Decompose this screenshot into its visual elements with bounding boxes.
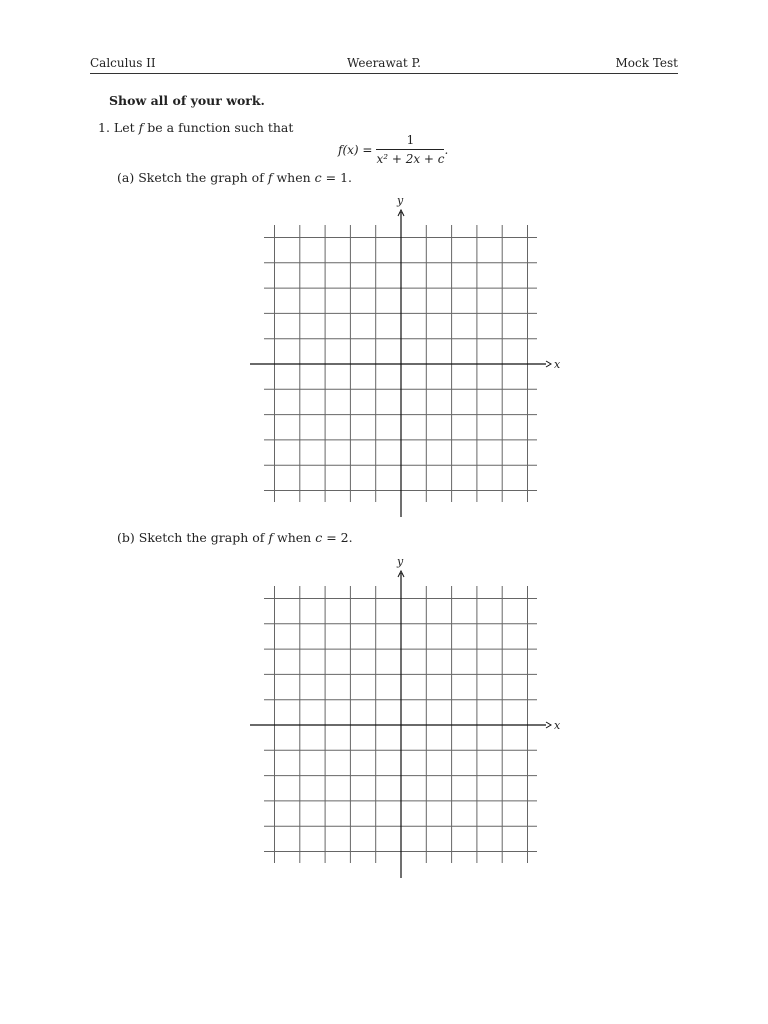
instructions: Show all of your work. (109, 93, 265, 108)
graph-grid-b[interactable] (240, 551, 570, 886)
x-axis-label: x (554, 719, 561, 732)
y-axis-label: y (397, 555, 404, 568)
part-b-prompt: (b) Sketch the graph of f when c = 2. (117, 530, 353, 545)
x-axis-arrow (546, 361, 551, 367)
course-name: Calculus II (90, 56, 156, 70)
formula-numerator: 1 (376, 133, 444, 150)
formula-lhs: f(x) = (338, 142, 373, 157)
formula-fraction (376, 133, 444, 166)
author-name: Weerawat P. (347, 56, 421, 70)
x-axis-arrow (546, 722, 551, 728)
function-formula: f(x) = $\frac{1}{\text{x² + 2x + c}}$ . (338, 133, 449, 166)
formula-denominator: x² + 2x + c (376, 152, 445, 166)
y-axis-label: y (397, 194, 404, 207)
part-a-prompt: (a) Sketch the graph of f when c = 1. (117, 170, 353, 185)
page-header (90, 55, 678, 74)
x-axis-label: x (554, 358, 561, 371)
test-type: Mock Test (615, 56, 678, 70)
graph-grid-a[interactable] (240, 190, 570, 525)
question-1-stem: 1. Let f be a function such that (98, 120, 294, 135)
question-number: 1. (98, 120, 110, 135)
